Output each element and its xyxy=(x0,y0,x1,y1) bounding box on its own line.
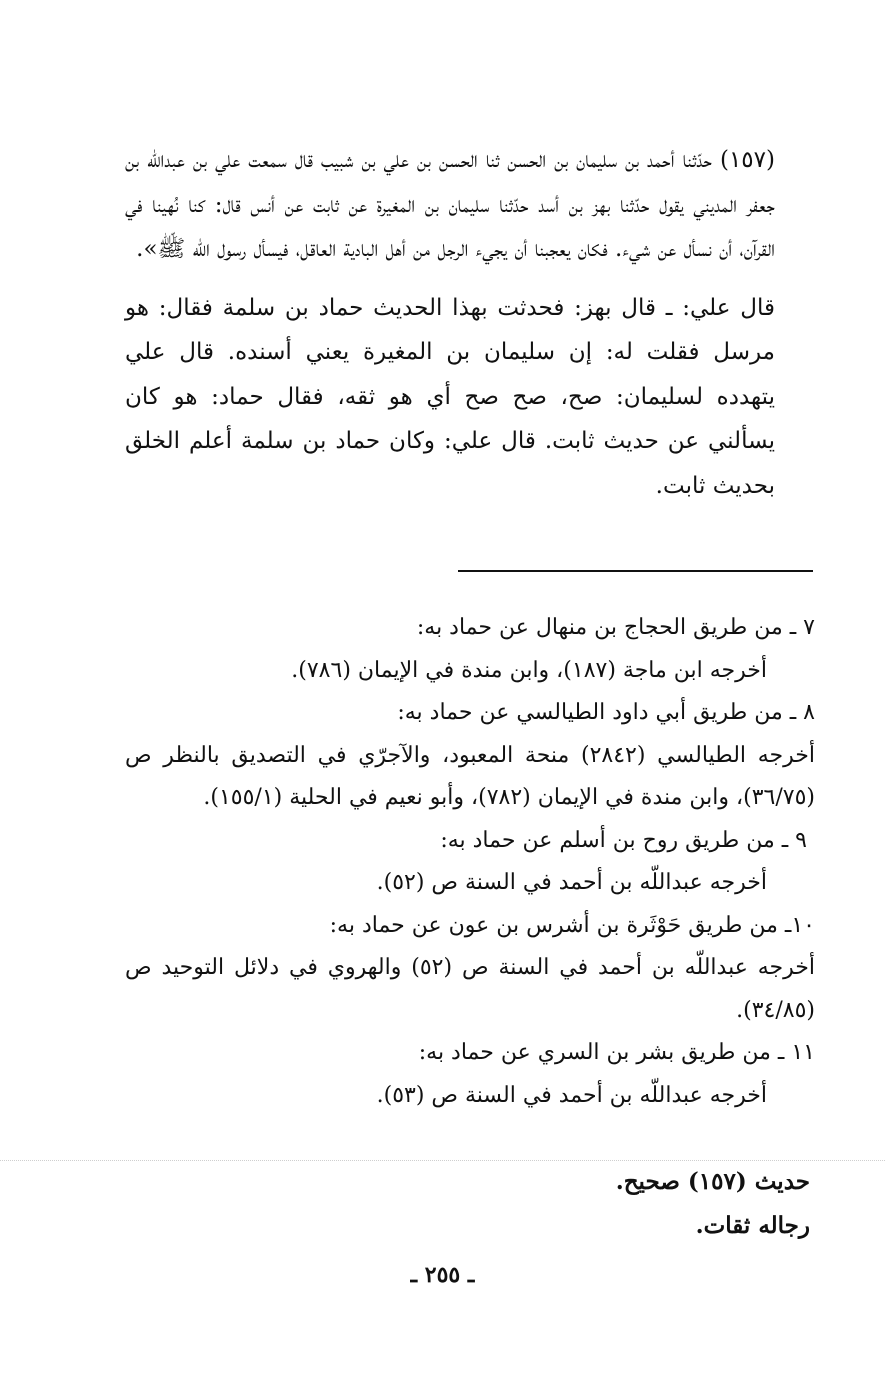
page-number: ـ ٢٥٥ ـ xyxy=(410,1262,475,1288)
hadith-paragraph-1: (١٥٧) حدّثنا أحمد بن سليمان بن الحسن ثنا الحسن بن علي بن شبيب قال سمعت علي بن عبدالله بن جعفر المديني يقول حدّثنا بهز بن أسد حدّثنا سليمان بن المغيرة عن ثابت عن أنس قال: كنا نُهينا في القرآن، أن نسأل عن شيء. فكان يعجبنا أن يجيء الرجل من أهل البادية العاقل، فيسأل رسول الله ﷺ». xyxy=(125,147,775,262)
footnote-10-body: أخرجه عبداللّه بن أحمد في السنة ص (٥٢) والهروي في دلائل التوحيد ص (٣٤/٨٥). xyxy=(125,955,815,1023)
footnote-divider xyxy=(458,570,813,572)
footnote-8-body: أخرجه الطيالسي (٢٨٤٢) منحة المعبود، والآجرّي في التصديق بالنظر ص (٣٦/٧٥)، وابن مندة في الإيمان (٧٨٢)، وأبو نعيم في الحلية (١٥٥/١). xyxy=(125,742,815,810)
footnote-7-body: أخرجه ابن ماجة (١٨٧)، وابن مندة في الإيمان (٧٨٦). xyxy=(291,657,767,683)
footnote-10-head: ١٠ـ من طريق حَوْثَرة بن أشرس بن عون عن حماد به: xyxy=(329,912,815,938)
footnote-9-head: ٩ ـ من طريق روح بن أسلم عن حماد به: xyxy=(440,827,807,853)
verdict-title: حديث (١٥٧) صحيح. xyxy=(615,1168,810,1195)
footnote-11-head: ١١ ـ من طريق بشر بن السري عن حماد به: xyxy=(418,1040,815,1065)
hadith-paragraph-2: قال علي: ـ قال بهز: فحدثت بهذا الحديث حماد بن سلمة فقال: هو مرسل فقلت له: إن سليمان بن المغيرة يعني أسنده. قال علي يتهدده لسليمان: صح، صح صح أي هو ثقه، فقال حماد: هو كان يسألني عن حديث ثابت. قال علي: وكان حماد بن سلمة أعلم الخلق بحديث ثابت. xyxy=(125,294,775,499)
verdict xyxy=(616,1160,810,1248)
footnotes xyxy=(125,607,815,1117)
footnote-9-body: أخرجه عبداللّه بن أحمد في السنة ص (٥٢). xyxy=(376,870,767,895)
footnote-8-head: ٨ ـ من طريق أبي داود الطيالسي عن حماد به: xyxy=(397,700,815,725)
hadith-text xyxy=(125,138,815,508)
footnote-7-head: ٧ ـ من طريق الحجاج بن منهال عن حماد به: xyxy=(416,615,815,640)
footnote-11-body: أخرجه عبداللّه بن أحمد في السنة ص (٥٣). xyxy=(376,1082,767,1108)
verdict-subtitle: رجاله ثقات. xyxy=(695,1212,810,1239)
